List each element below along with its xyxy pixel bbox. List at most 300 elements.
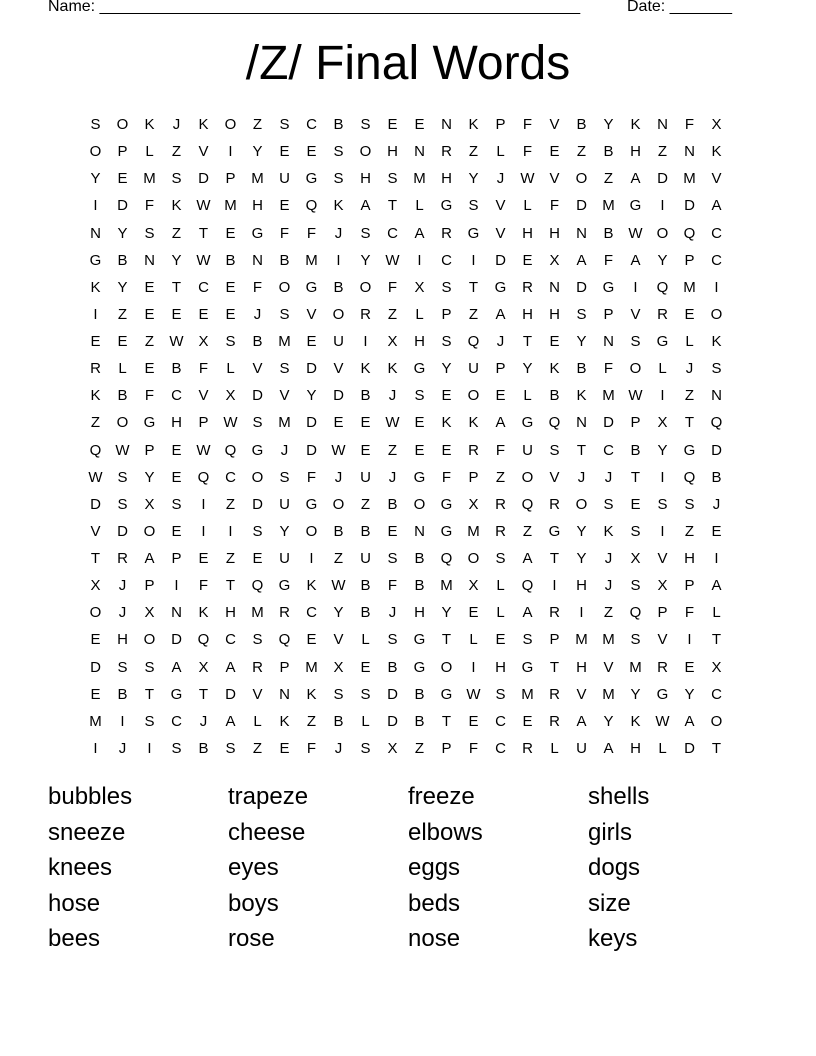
grid-letter: J [334,224,343,242]
grid-letter: L [550,739,559,757]
grid-letter: E [414,116,425,134]
grid-letter: I [660,387,665,405]
grid-letter: T [576,441,587,459]
grid-letter: E [441,387,452,405]
grid-letter: N [657,116,668,134]
grid-letter: Y [657,441,668,459]
grid-letter: P [117,143,128,161]
grid-letter: E [90,685,101,703]
grid-letter: P [225,170,236,188]
grid-letter: J [199,712,208,730]
grid-letter: Z [144,333,155,351]
grid-letter: F [306,468,317,486]
grid-letter: O [143,631,156,649]
grid-letter: Y [657,251,668,269]
grid-letter: B [630,441,641,459]
grid-letter: S [225,739,236,757]
grid-letter: Z [684,387,695,405]
grid-letter: E [549,333,560,351]
grid-letter: Y [522,360,533,378]
grid-letter: R [117,550,128,568]
grid-letter: Y [171,251,182,269]
grid-letter: Y [441,604,452,622]
grid-letter: M [602,387,615,405]
grid-letter: K [306,685,317,703]
grid-letter: S [279,116,290,134]
grid-letter: M [602,197,615,215]
grid-letter: H [522,305,533,323]
grid-letter: A [225,712,236,730]
grid-letter: X [90,577,101,595]
grid-letter: E [171,305,182,323]
grid-letter: O [575,170,588,188]
grid-letter: Y [630,685,641,703]
grid-letter: Z [576,143,587,161]
grid-letter: K [576,387,587,405]
grid-letter: Q [629,604,642,622]
grid-letter: G [251,224,264,242]
grid-letter: O [656,224,669,242]
grid-letter: H [576,577,587,595]
grid-letter: L [415,197,424,215]
grid-letter: B [360,387,371,405]
grid-letter: Z [171,143,182,161]
grid-letter: L [523,197,532,215]
grid-letter: E [198,550,209,568]
grid-letter: Q [278,631,291,649]
grid-letter: I [93,739,98,757]
grid-letter: O [413,495,426,513]
grid-letter: C [225,631,236,649]
grid-letter: Y [684,685,695,703]
grid-letter: S [576,305,587,323]
grid-letter: F [198,360,209,378]
grid-letter: P [495,360,506,378]
grid-letter: V [549,468,560,486]
grid-letter: R [549,495,560,513]
grid-letter: L [496,577,505,595]
grid-letter: E [306,143,317,161]
grid-letter: S [468,197,479,215]
grid-letter: V [198,387,209,405]
grid-letter: K [630,116,641,134]
grid-letter: F [603,251,614,269]
grid-letter: S [117,495,128,513]
grid-letter: U [279,550,290,568]
grid-letter: I [552,577,557,595]
grid-letter: N [711,387,722,405]
grid-letter: L [361,631,370,649]
grid-letter: T [387,197,398,215]
grid-letter: H [441,170,452,188]
grid-letter: K [603,522,614,540]
grid-letter: K [549,360,560,378]
grid-letter: V [630,305,641,323]
grid-letter: U [279,170,290,188]
grid-letter: R [549,685,560,703]
grid-letter: H [684,550,695,568]
grid-letter: Y [144,468,155,486]
grid-letter: X [333,658,344,676]
grid-letter: P [198,414,209,432]
grid-letter: O [305,522,318,540]
grid-letter: S [144,712,155,730]
grid-letter: C [387,224,398,242]
name-field-label: Name: ______________________________________________________ [48,0,581,15]
grid-letter: M [89,712,102,730]
grid-letter: Q [683,224,696,242]
grid-letter: E [468,604,479,622]
grid-letter: K [171,197,182,215]
grid-letter: S [90,116,101,134]
grid-letter: B [576,360,587,378]
word-list-item: elbows [408,818,483,846]
grid-letter: M [602,685,615,703]
grid-letter: M [521,685,534,703]
grid-letter: B [414,577,425,595]
grid-letter: K [144,116,155,134]
grid-letter: J [334,468,343,486]
grid-letter: F [522,116,533,134]
grid-letter: O [710,305,723,323]
grid-letter: G [440,522,453,540]
grid-letter: G [413,468,426,486]
grid-letter: L [145,143,154,161]
grid-letter: Q [467,333,480,351]
grid-letter: F [549,197,560,215]
grid-letter: M [440,577,453,595]
grid-letter: V [252,685,263,703]
grid-letter: E [225,224,236,242]
grid-letter: D [171,631,182,649]
grid-letter: S [333,685,344,703]
grid-letter: M [467,522,480,540]
grid-letter: I [714,550,719,568]
grid-letter: E [495,631,506,649]
grid-letter: U [360,550,371,568]
grid-letter: S [279,360,290,378]
grid-letter: X [225,387,236,405]
grid-letter: B [252,333,263,351]
grid-letter: H [117,631,128,649]
grid-letter: H [549,305,560,323]
grid-letter: A [684,712,695,730]
grid-letter: R [252,658,263,676]
grid-letter: Y [441,360,452,378]
grid-letter: E [117,170,128,188]
grid-letter: B [414,685,425,703]
grid-letter: Y [576,333,587,351]
grid-letter: B [711,468,722,486]
grid-letter: E [360,414,371,432]
grid-letter: K [387,360,398,378]
grid-letter: D [387,685,398,703]
grid-letter: S [144,224,155,242]
grid-letter: R [657,658,668,676]
grid-letter: S [225,333,236,351]
grid-letter: W [466,685,481,703]
grid-letter: B [333,278,344,296]
grid-letter: Q [656,278,669,296]
grid-letter: V [657,631,668,649]
grid-letter: S [495,685,506,703]
grid-letter: D [576,197,587,215]
grid-letter: Y [306,387,317,405]
grid-letter: Q [305,197,318,215]
grid-letter: U [576,739,587,757]
grid-letter: T [711,631,722,649]
grid-letter: S [360,739,371,757]
grid-letter: T [468,278,479,296]
grid-letter: J [604,468,613,486]
grid-letter: B [549,387,560,405]
grid-letter: J [388,387,397,405]
grid-letter: K [90,387,101,405]
word-list-item: dogs [588,854,641,881]
grid-letter: S [333,143,344,161]
grid-letter: I [201,522,206,540]
grid-letter: B [360,577,371,595]
grid-letter: Z [225,495,236,513]
grid-letter: K [198,604,209,622]
grid-letter: S [684,495,695,513]
grid-letter: N [414,522,425,540]
grid-letter: G [413,360,426,378]
grid-letter: G [656,685,669,703]
grid-letter: F [252,278,263,296]
grid-letter: M [575,631,588,649]
grid-letter: M [683,170,696,188]
grid-letter: S [414,387,425,405]
grid-letter: I [201,495,206,513]
grid-letter: B [414,712,425,730]
grid-letter: X [198,333,209,351]
grid-letter: P [495,116,506,134]
grid-letter: V [549,116,560,134]
grid-letter: T [198,685,209,703]
grid-letter: K [333,197,344,215]
grid-letter: Z [306,712,317,730]
grid-letter: E [279,197,290,215]
grid-letter: D [90,658,101,676]
grid-letter: V [549,170,560,188]
grid-letter: T [441,631,452,649]
grid-letter: R [495,522,506,540]
grid-letter: N [414,143,425,161]
grid-letter: C [225,468,236,486]
grid-letter: J [604,550,613,568]
grid-letter: E [90,631,101,649]
grid-letter: J [118,604,127,622]
grid-letter: Q [548,414,561,432]
grid-letter: E [522,712,533,730]
grid-letter: A [630,170,641,188]
grid-letter: F [468,739,479,757]
grid-letter: I [660,522,665,540]
grid-letter: C [711,685,722,703]
grid-letter: A [522,604,533,622]
grid-letter: Z [387,441,398,459]
grid-letter: L [523,387,532,405]
grid-letter: B [171,360,182,378]
grid-letter: E [387,522,398,540]
grid-letter: M [305,251,318,269]
grid-letter: C [495,739,506,757]
grid-letter: D [306,441,317,459]
grid-letter: S [279,305,290,323]
grid-letter: N [171,604,182,622]
grid-letter: S [657,495,668,513]
grid-letter: D [198,170,209,188]
grid-letter: I [579,604,584,622]
grid-letter: M [143,170,156,188]
grid-letter: S [630,577,641,595]
grid-letter: Q [440,550,453,568]
grid-letter: X [144,495,155,513]
grid-letter: S [630,333,641,351]
grid-letter: M [251,170,264,188]
grid-letter: P [441,739,452,757]
grid-letter: J [685,360,694,378]
grid-letter: J [334,739,343,757]
grid-letter: Y [576,550,587,568]
grid-letter: T [171,278,182,296]
grid-letter: B [414,550,425,568]
grid-letter: T [441,712,452,730]
grid-letter: H [549,224,560,242]
grid-letter: S [333,170,344,188]
grid-letter: G [440,495,453,513]
grid-letter: S [387,550,398,568]
word-list-item: trapeze [228,783,309,810]
grid-letter: L [658,739,667,757]
grid-letter: I [660,197,665,215]
grid-letter: Q [521,577,534,595]
grid-letter: F [306,739,317,757]
grid-letter: E [684,305,695,323]
grid-letter: D [306,414,317,432]
grid-letter: O [710,712,723,730]
grid-letter: B [333,116,344,134]
grid-letter: N [576,224,587,242]
grid-letter: O [89,604,102,622]
grid-letter: P [171,550,182,568]
word-list-item: sneeze [48,818,126,846]
grid-letter: H [252,197,263,215]
grid-letter: B [387,658,398,676]
grid-letter: G [305,495,318,513]
grid-letter: Q [251,577,264,595]
grid-letter: S [144,658,155,676]
grid-letter: X [144,604,155,622]
grid-letter: R [549,604,560,622]
grid-letter: S [360,685,371,703]
grid-letter: E [279,739,290,757]
grid-letter: S [549,441,560,459]
grid-letter: I [471,658,476,676]
grid-letter: A [522,550,533,568]
word-list-item: eyes [228,854,279,881]
grid-letter: Q [521,495,534,513]
grid-letter: J [118,739,127,757]
grid-letter: H [387,143,398,161]
grid-letter: D [387,712,398,730]
grid-letter: Q [89,441,102,459]
grid-letter: C [603,441,614,459]
grid-letter: E [144,305,155,323]
grid-letter: T [630,468,641,486]
grid-letter: Y [603,712,614,730]
grid-letter: E [225,305,236,323]
grid-letter: R [522,278,533,296]
grid-letter: G [602,278,615,296]
grid-letter: K [306,577,317,595]
grid-letter: E [171,468,182,486]
grid-letter: E [414,414,425,432]
grid-letter: X [387,739,398,757]
grid-letter: O [143,522,156,540]
grid-letter: Y [252,143,263,161]
grid-letter: W [331,441,346,459]
grid-letter: Z [117,305,128,323]
grid-letter: R [468,441,479,459]
grid-letter: T [549,550,560,568]
grid-letter: A [576,712,587,730]
grid-letter: A [495,305,506,323]
grid-letter: E [306,333,317,351]
grid-letter: C [306,116,317,134]
grid-letter: N [441,116,452,134]
grid-letter: X [711,658,722,676]
grid-letter: L [415,305,424,323]
grid-letter: Y [468,170,479,188]
grid-letter: G [467,224,480,242]
grid-letter: C [198,278,209,296]
grid-letter: O [332,495,345,513]
grid-letter: N [603,333,614,351]
grid-letter: K [198,116,209,134]
grid-letter: Z [522,522,533,540]
grid-letter: R [657,305,668,323]
grid-letter: J [496,170,505,188]
grid-letter: S [387,631,398,649]
grid-letter: P [684,577,695,595]
grid-letter: V [333,360,344,378]
word-list-item: freeze [408,783,475,810]
grid-letter: P [630,414,641,432]
grid-letter: G [89,251,102,269]
grid-letter: E [117,333,128,351]
grid-letter: X [711,116,722,134]
grid-letter: V [333,631,344,649]
grid-letter: Z [414,739,425,757]
grid-letter: Z [603,170,614,188]
grid-letter: Z [684,522,695,540]
grid-letter: X [657,414,668,432]
grid-letter: E [90,333,101,351]
word-search-grid [82,111,730,762]
grid-letter: D [252,387,263,405]
grid-letter: S [171,495,182,513]
grid-letter: S [252,631,263,649]
grid-letter: E [468,712,479,730]
grid-letter: A [711,197,722,215]
grid-letter: S [360,224,371,242]
grid-letter: Q [197,468,210,486]
grid-letter: W [196,197,211,215]
grid-letter: D [603,414,614,432]
grid-letter: D [306,360,317,378]
